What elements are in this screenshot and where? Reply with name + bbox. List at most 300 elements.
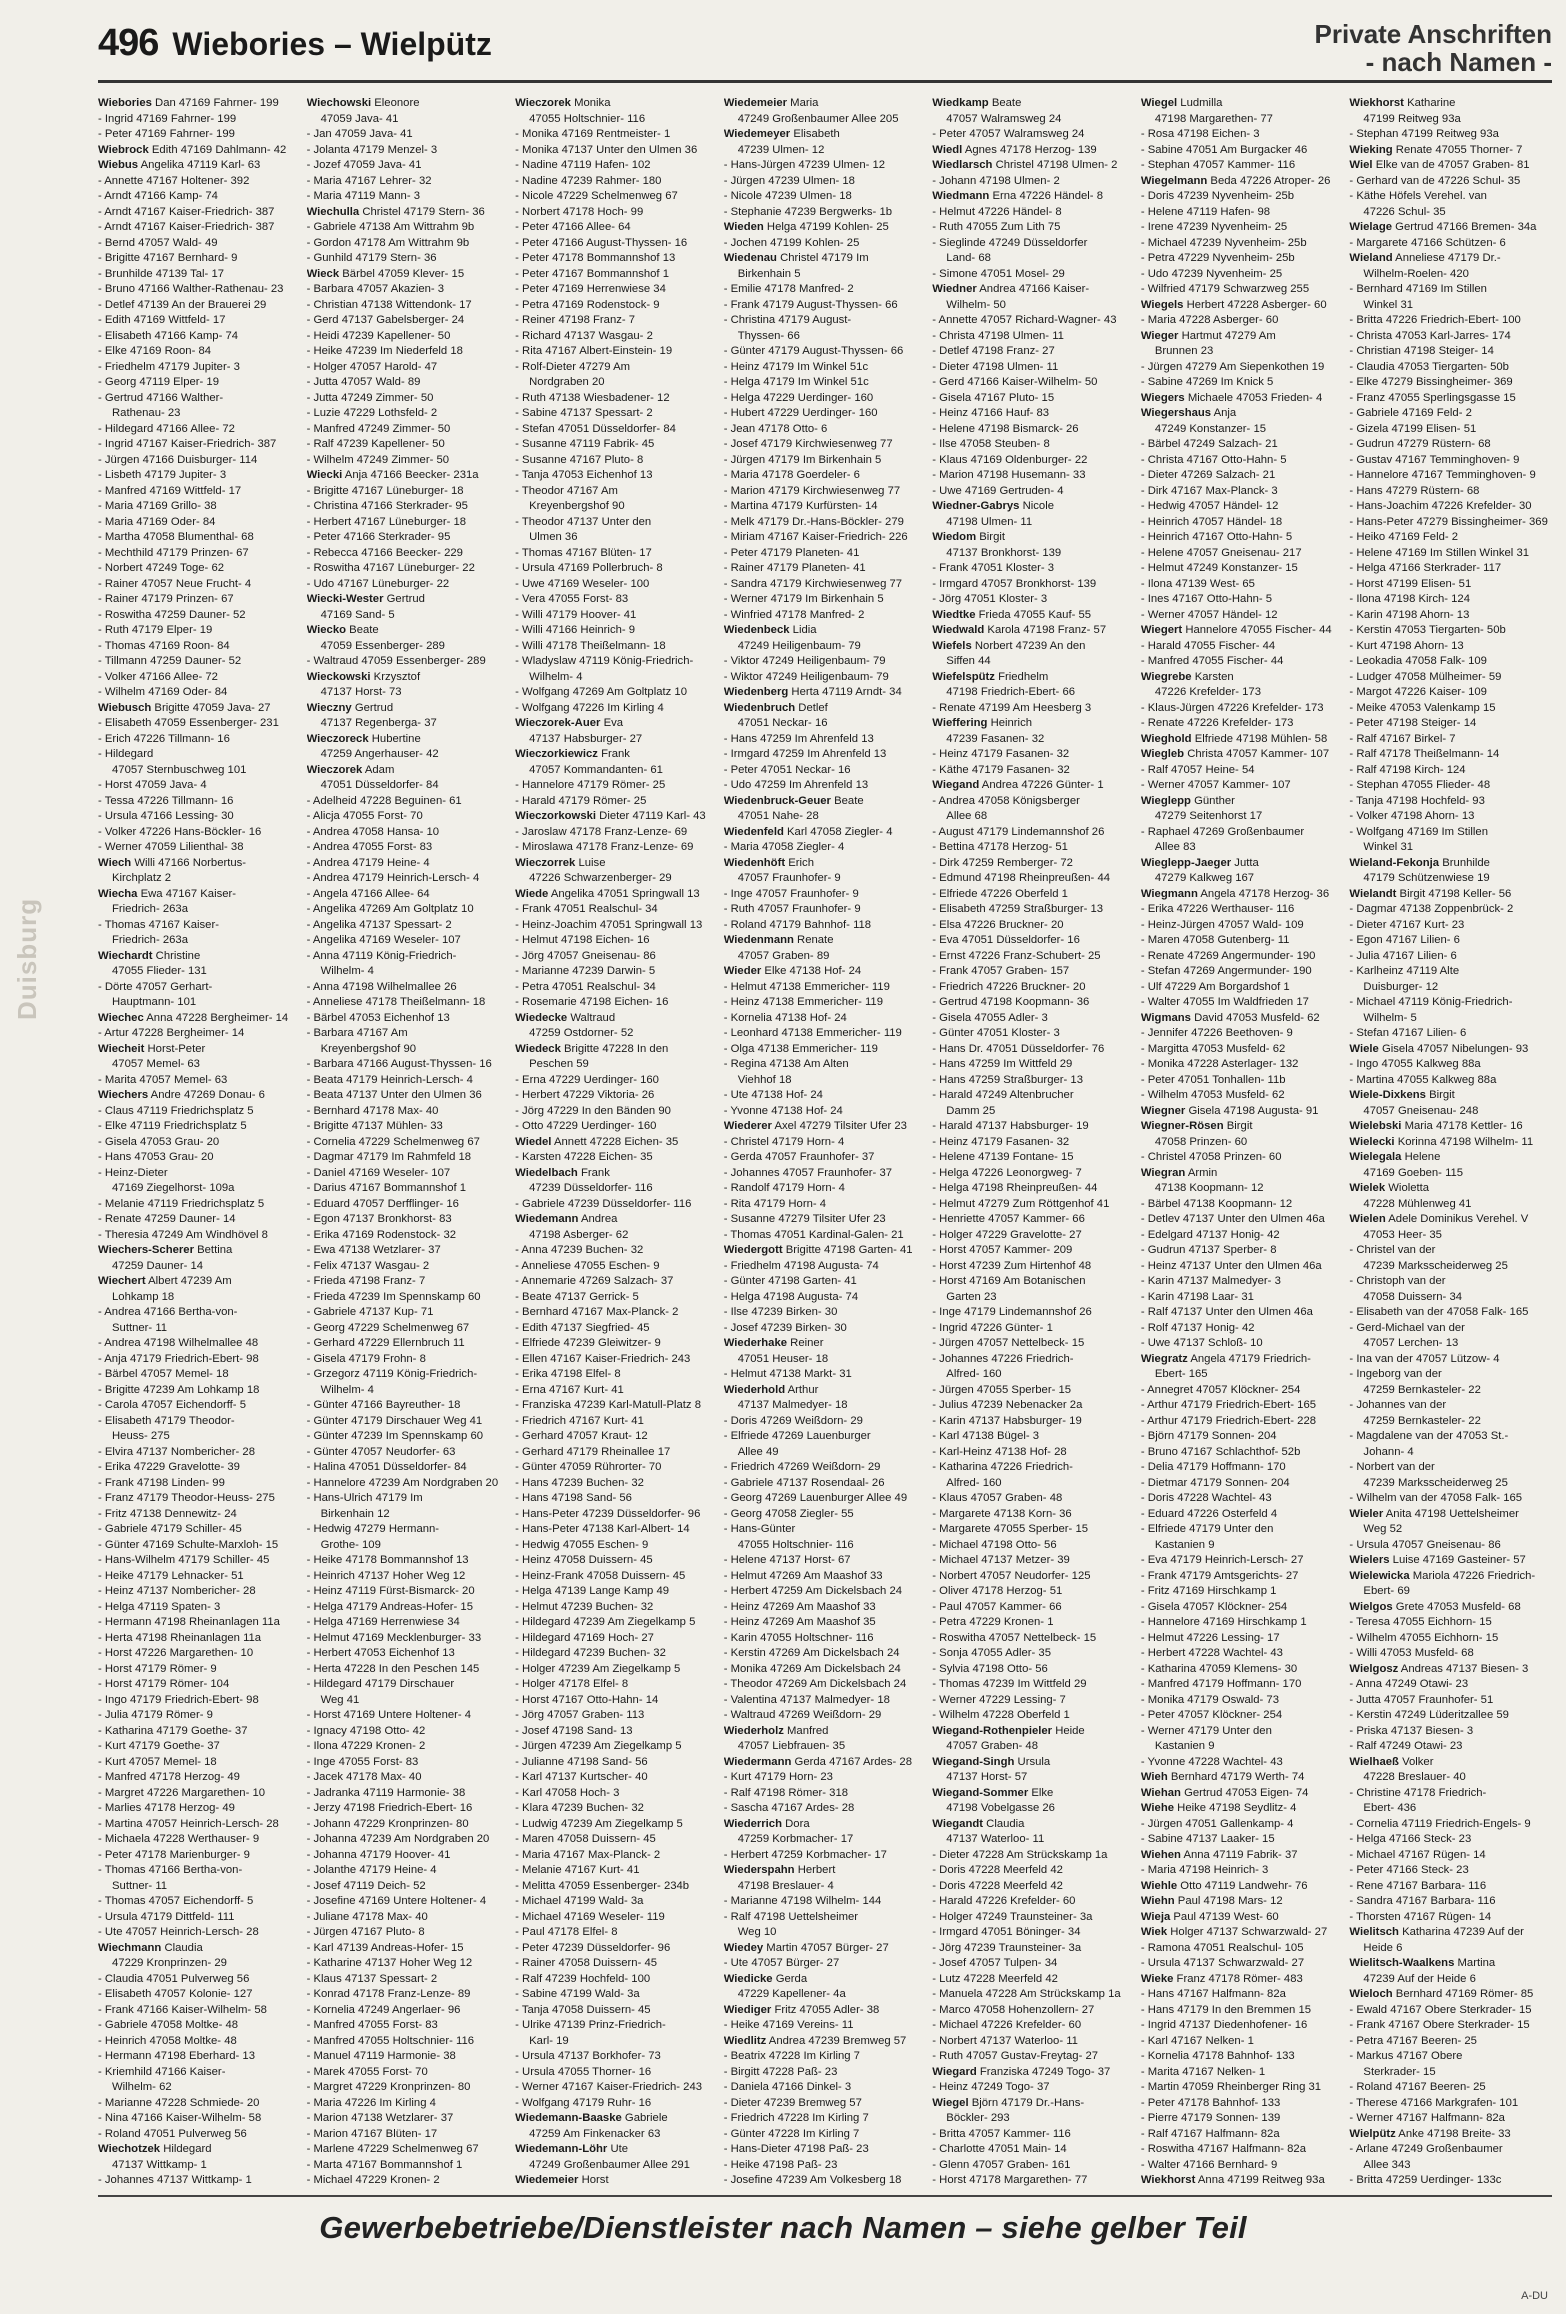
directory-entry — [724, 1708, 923, 1724]
entry-text: - Manuel 47119 Harmonie- 38 — [306, 2050, 456, 2062]
directory-entry — [515, 1042, 714, 1058]
directory-entry — [1349, 1460, 1548, 1476]
directory-entry — [932, 1677, 1131, 1693]
entry-text: - Beata 47137 Unter den Ulmen 36 — [306, 1089, 482, 1101]
entry-text: - Johannes 47226 Friedrich- — [932, 1352, 1074, 1365]
directory-entry — [1141, 205, 1340, 221]
directory-entry — [98, 2049, 297, 2065]
directory-entry — [98, 1321, 297, 1337]
entry-text: - Ursula 47055 Thorner- 16 — [515, 2065, 652, 2078]
entry-text: - Holger 47229 Gravelotte- 27 — [932, 1228, 1082, 1241]
directory-entry — [515, 1212, 714, 1228]
entry-text: - Hannelore 47169 Hirschkamp 1 — [1140, 1616, 1307, 1628]
entry-text: - Manfred 47055 Holtschnier- 116 — [306, 2034, 475, 2047]
directory-entry — [1141, 1057, 1340, 1073]
directory-entry — [1349, 375, 1548, 391]
directory-entry — [515, 623, 714, 639]
entry-text: - Tanja 47053 Eichenhof 13 — [515, 469, 653, 481]
directory-entry — [1141, 267, 1340, 283]
directory-entry — [307, 980, 506, 996]
directory-entry — [307, 189, 506, 205]
entry-text: 47259 Angerhauser- 42 — [320, 748, 439, 760]
directory-entry — [1349, 1739, 1548, 1755]
directory-entry — [1349, 468, 1548, 484]
entry-text: - Klara 47239 Buchen- 32 — [515, 1802, 644, 1814]
directory-entry — [307, 530, 506, 546]
directory-entry — [932, 1042, 1131, 1058]
entry-text: - Karsten 47228 Eichen- 35 — [515, 1151, 653, 1163]
directory-entry — [1349, 2173, 1548, 2188]
directory-entry — [98, 1972, 297, 1988]
directory-entry — [1141, 2127, 1340, 2143]
entry-text: - Doris 47269 Weißdorn- 29 — [723, 1414, 863, 1427]
directory-entry — [307, 2142, 506, 2158]
entry-text: - Horst 47179 Römer- 104 — [98, 1678, 230, 1690]
entry-text: - Günter 47057 Neudorfer- 63 — [306, 1445, 456, 1458]
directory-entry — [1141, 1615, 1340, 1631]
entry-text: - Gertrud 47198 Koopmann- 36 — [932, 996, 1090, 1008]
entry-text: Wioletta — [1388, 1182, 1430, 1194]
directory-entry — [515, 236, 714, 252]
entry-text: Horst — [581, 2174, 609, 2186]
directory-entry — [1349, 561, 1548, 577]
directory-entry — [1349, 1910, 1548, 1926]
directory-entry — [307, 1274, 506, 1290]
directory-entry — [98, 375, 297, 391]
entry-text: Dan 47169 Fahrner- 199 — [155, 97, 279, 109]
directory-entry — [98, 809, 297, 825]
entry-text: - Monika 47169 Rentmeister- 1 — [515, 128, 671, 140]
directory-entry — [307, 1305, 506, 1321]
directory-entry — [307, 1507, 506, 1523]
entry-text: - Rita 47167 Albert-Einstein- 19 — [515, 345, 673, 357]
entry-text: Viehhof 18 — [737, 1073, 792, 1086]
entry-text: Holger 47137 Schwarzwald- 27 — [1170, 1926, 1328, 1938]
directory-entry — [1349, 329, 1548, 345]
entry-text: Frank — [580, 1166, 610, 1179]
directory-entry — [724, 2080, 923, 2096]
entry-surname: Wiegershaus — [1140, 407, 1212, 419]
directory-entry — [515, 1135, 714, 1151]
entry-text: - Karin 47198 Laar- 31 — [1140, 1290, 1254, 1303]
entry-text: 47198 Ulmen- 11 — [946, 515, 1033, 528]
entry-text: - Helene 47198 Bismarck- 26 — [932, 422, 1079, 435]
entry-text: - Yvonne 47138 Hof- 24 — [723, 1104, 843, 1117]
page-number: 496 — [98, 22, 159, 64]
directory-entry — [724, 608, 923, 624]
entry-text: - Hermann 47198 Eberhard- 13 — [98, 2050, 255, 2062]
entry-text: Kirchplatz 2 — [112, 872, 172, 884]
entry-text: - Sabine 47269 Im Knick 5 — [1140, 376, 1274, 388]
entry-text: - Wilhelm 47249 Zimmer- 50 — [306, 453, 450, 466]
footer-rule — [98, 2195, 1552, 2197]
entry-text: - Uwe 47169 Gertruden- 4 — [932, 484, 1064, 497]
entry-text: - Hannelore 47179 Römer- 25 — [515, 779, 666, 791]
entry-text: - Heinz 47179 Im Winkel 51c — [723, 360, 869, 373]
directory-entry — [98, 561, 297, 577]
entry-text: - Jürgen 47279 Am Siepenkothen 19 — [1140, 360, 1325, 373]
entry-text: - Thorsten 47167 Rügen- 14 — [1349, 1910, 1492, 1923]
entry-text: - Norbert van der — [1349, 1461, 1435, 1473]
entry-text: - Angela 47166 Allee- 64 — [306, 887, 430, 900]
entry-text: - Harald 47137 Habsburger- 19 — [932, 1120, 1089, 1132]
entry-text: - Frank 47051 Kloster- 3 — [932, 562, 1055, 574]
entry-text: - Erika 47198 Elfel- 8 — [515, 1368, 621, 1380]
directory-entry — [98, 1166, 297, 1182]
directory-entry — [932, 143, 1131, 159]
directory-entry — [932, 313, 1131, 329]
entry-text: Weg 10 — [737, 1926, 777, 1938]
entry-text: - Jacek 47178 Max- 40 — [306, 1771, 422, 1783]
directory-entry — [1349, 1925, 1548, 1941]
entry-text: 47198 Asberger- 62 — [529, 1228, 629, 1241]
entry-text: - Norbert 47249 Toge- 62 — [98, 562, 225, 574]
directory-entry — [515, 1941, 714, 1957]
directory-entry — [307, 143, 506, 159]
directory-entry — [724, 515, 923, 531]
entry-text: - Leokadia 47058 Falk- 109 — [1349, 655, 1487, 667]
directory-entry — [307, 96, 506, 112]
directory-entry — [515, 1088, 714, 1104]
directory-entry — [98, 1476, 297, 1492]
entry-text: - Jürgen 47166 Duisburger- 114 — [98, 453, 258, 466]
directory-entry — [307, 1104, 506, 1120]
entry-text: - Hildegard 47166 Allee- 72 — [98, 422, 235, 435]
directory-entry — [98, 1662, 297, 1678]
directory-entry — [307, 1631, 506, 1647]
directory-entry — [1141, 1476, 1340, 1492]
directory-entry — [724, 670, 923, 686]
entry-surname: Wieger — [1140, 329, 1179, 342]
entry-text: - Josef 47239 Birken- 30 — [723, 1321, 847, 1334]
directory-entry — [307, 1941, 506, 1957]
entry-text: - Kerstin 47053 Tiergarten- 50b — [1349, 624, 1506, 636]
entry-text: - Doris 47228 Meerfeld 42 — [932, 1879, 1063, 1892]
entry-text: - Brigitte 47167 Lüneburger- 18 — [306, 484, 464, 497]
directory-entry — [515, 747, 714, 763]
directory-entry — [98, 1398, 297, 1414]
entry-text: Beate — [991, 97, 1022, 109]
entry-text: - Karlheinz 47119 Alte — [1349, 965, 1460, 977]
directory-entry — [1141, 2034, 1340, 2050]
directory-entry — [515, 2158, 714, 2174]
entry-text: - Michael 47239 Nyvenheim- 25b — [1140, 236, 1307, 249]
entry-surname: Wiel — [1349, 159, 1373, 171]
directory-entry — [98, 1817, 297, 1833]
directory-entry — [1349, 1817, 1548, 1833]
entry-text: - Ruth 47057 Gustav-Freytag- 27 — [932, 2050, 1099, 2062]
directory-entry — [1141, 329, 1340, 345]
entry-text: Gisela 47057 Nibelungen- 93 — [1381, 1042, 1529, 1055]
entry-text: - Holger 47178 Elfel- 8 — [515, 1678, 629, 1690]
entry-text: - Horst 47199 Elisen- 51 — [1349, 577, 1472, 590]
entry-text: - Karin 47055 Holtschner- 116 — [723, 1631, 874, 1644]
directory-entry — [724, 174, 923, 190]
directory-entry — [932, 236, 1131, 252]
directory-entry — [515, 670, 714, 686]
entry-text: - Ewa 47138 Wetzlarer- 37 — [306, 1244, 441, 1256]
directory-entry — [307, 577, 506, 593]
entry-surname: Wiedtke — [932, 608, 976, 621]
directory-entry — [98, 2111, 297, 2127]
directory-entry — [307, 608, 506, 624]
directory-entry — [932, 1414, 1131, 1430]
entry-text: - Gertrud 47166 Walther- — [98, 391, 224, 404]
entry-text: - Daniel 47169 Weseler- 107 — [306, 1166, 451, 1179]
entry-text: - Herbert 47228 Wachtel- 43 — [1140, 1647, 1283, 1659]
directory-entry — [1141, 546, 1340, 562]
entry-text: 47169 Sand- 5 — [320, 608, 395, 621]
entry-text: - Kurt 47198 Ahorn- 13 — [1349, 639, 1464, 652]
directory-entry — [1141, 344, 1340, 360]
entry-text: - Monika 47179 Oswald- 73 — [1140, 1693, 1279, 1706]
directory-entry — [932, 205, 1131, 221]
directory-entry — [932, 406, 1131, 422]
entry-text: - Stephan 47057 Kammer- 116 — [1140, 159, 1296, 171]
directory-entry — [724, 592, 923, 608]
entry-text: Angela 47178 Herzog- 36 — [1200, 887, 1330, 900]
entry-text: Karl 47058 Ziegler- 4 — [787, 825, 893, 838]
entry-text: - Jutta 47057 Fraunhofer- 51 — [1349, 1693, 1494, 1706]
entry-text: Martina — [1457, 1957, 1496, 1969]
entry-text: - Stefan 47167 Lilien- 6 — [1349, 1027, 1467, 1039]
entry-text: - Heinrich 47058 Moltke- 48 — [98, 2034, 237, 2047]
directory-entry — [724, 1026, 923, 1042]
directory-entry — [1141, 1367, 1340, 1383]
directory-entry — [515, 685, 714, 701]
entry-text: - Manfred 47179 Hoffmann- 170 — [1140, 1678, 1302, 1690]
entry-text: - Annette 47057 Richard-Wagner- 43 — [932, 314, 1117, 326]
entry-text: - Anneliese 47055 Eschen- 9 — [515, 1259, 660, 1272]
entry-text: - Bärbel 47053 Eichenhof 13 — [306, 1011, 450, 1024]
directory-entry — [1349, 654, 1548, 670]
entry-text: - Ralf 47178 Theißelmann- 14 — [1349, 748, 1500, 760]
directory-entry — [307, 778, 506, 794]
entry-text: - Ursula 47137 Schwarzwald- 27 — [1140, 1957, 1305, 1969]
entry-text: - Claudia 47051 Pulverweg 56 — [98, 1972, 250, 1985]
directory-entry — [932, 1228, 1131, 1244]
entry-text: Paul 47198 Mars- 12 — [1177, 1895, 1283, 1907]
directory-entry — [724, 406, 923, 422]
entry-text: Brigitte 47059 Java- 27 — [154, 701, 271, 714]
entry-surname: Wiedl — [932, 143, 963, 156]
directory-entry — [98, 499, 297, 515]
entry-text: - Dieter 47239 Bremweg 57 — [723, 2096, 862, 2109]
entry-text: - Tillmann 47259 Dauner- 52 — [98, 655, 242, 667]
entry-text: - Marion 47179 Kirchwiesenweg 77 — [723, 484, 901, 497]
entry-text: - Michael 47199 Wald- 3a — [515, 1895, 644, 1907]
directory-entry — [932, 1491, 1131, 1507]
directory-entry — [307, 1460, 506, 1476]
directory-entry — [515, 484, 714, 500]
entry-text: - Monika 47269 Am Dickelsbach 24 — [723, 1662, 901, 1675]
entry-text: - Ulrike 47139 Prinz-Friedrich- — [515, 2019, 666, 2031]
section-title-line2: - nach Namen - — [1365, 47, 1552, 77]
entry-surname: Wiechmann — [98, 1941, 162, 1954]
entry-text: - Heike 47239 Im Niederfeld 18 — [306, 345, 463, 357]
directory-entry — [1141, 670, 1340, 686]
directory-entry — [98, 856, 297, 872]
entry-surname: Wiederer — [723, 1120, 772, 1132]
entry-surname: Wiedemeier — [515, 2174, 579, 2186]
directory-entry — [307, 592, 506, 608]
entry-text: - Maria 47169 Grillo- 38 — [98, 500, 217, 512]
directory-entry — [932, 1088, 1131, 1104]
directory-entry — [1141, 1755, 1340, 1771]
entry-text: - Herta 47228 In den Peschen 145 — [306, 1662, 480, 1675]
entry-text: Anja — [1213, 407, 1237, 419]
directory-entry — [1141, 189, 1340, 205]
directory-entry — [1141, 1212, 1340, 1228]
entry-text: Friedhelm — [998, 670, 1049, 683]
directory-entry — [1141, 1243, 1340, 1259]
directory-entry — [724, 96, 923, 112]
directory-entry — [307, 1414, 506, 1430]
entry-text: - Rainer 47179 Planeten- 41 — [723, 562, 866, 574]
entry-text: - Josef 47198 Sand- 13 — [515, 1724, 633, 1737]
entry-text: - Elfriede 47179 Unter den — [1140, 1523, 1274, 1535]
directory-entry — [307, 1522, 506, 1538]
directory-entry — [515, 1615, 714, 1631]
directory-entry — [307, 453, 506, 469]
directory-entry — [1349, 1894, 1548, 1910]
directory-entry — [1349, 1863, 1548, 1879]
entry-text: - Kerstin 47249 Lüderitzallee 59 — [1349, 1709, 1509, 1721]
directory-entry — [1349, 96, 1548, 112]
directory-entry — [1349, 1941, 1548, 1957]
directory-entry — [932, 375, 1131, 391]
entry-text: Weg 52 — [1363, 1523, 1403, 1535]
directory-entry — [307, 995, 506, 1011]
entry-text: - Norbert 47178 Hoch- 99 — [515, 205, 644, 218]
entry-surname: Wieja — [1140, 1910, 1171, 1923]
directory-entry — [307, 701, 506, 717]
entry-text: - Thomas 47167 Kaiser- — [98, 918, 219, 931]
entry-text: - Helga 47229 Uerdinger- 160 — [723, 391, 874, 404]
entry-text: - Ilse 47058 Steuben- 8 — [932, 438, 1050, 450]
entry-text: - Irene 47239 Nyvenheim- 25 — [1140, 221, 1288, 233]
entry-text: - Heike 47178 Bommannshof 13 — [306, 1554, 469, 1566]
entry-text: - Elisabeth 47259 Straßburger- 13 — [932, 903, 1104, 915]
directory-entry — [932, 608, 1131, 624]
directory-entry — [1349, 1569, 1548, 1585]
directory-entry — [1141, 918, 1340, 934]
entry-text: - Miriam 47167 Kaiser-Friedrich- 226 — [723, 531, 908, 543]
entry-text: 47137 Waterloo- 11 — [946, 1833, 1045, 1845]
entry-text: - Peter 47169 Herrenwiese 34 — [515, 283, 666, 295]
entry-text: - Edmund 47198 Rheinpreußen- 44 — [932, 872, 1111, 884]
entry-text: 47057 Graben- 89 — [737, 949, 830, 962]
entry-text: Gisela 47198 Augusta- 91 — [1188, 1104, 1319, 1117]
entry-text: Detlef — [798, 701, 828, 714]
directory-entry — [1141, 1817, 1340, 1833]
directory-entry — [932, 360, 1131, 376]
directory-entry — [1141, 2158, 1340, 2174]
directory-entry — [1141, 1956, 1340, 1972]
entry-text: Garten 23 — [946, 1290, 997, 1303]
entry-text: - Heinz 47269 Am Maashof 33 — [723, 1600, 876, 1613]
entry-text: Wilhelm- 62 — [112, 2081, 172, 2093]
directory-entry — [515, 267, 714, 283]
directory-entry — [1141, 1119, 1340, 1135]
directory-entry — [307, 236, 506, 252]
directory-entry — [1349, 1352, 1548, 1368]
entry-text: - Jerzy 47198 Friedrich-Ebert- 16 — [306, 1802, 473, 1814]
directory-entry — [307, 112, 506, 128]
entry-text: - Andrea 47058 Hansa- 10 — [306, 825, 440, 838]
entry-text: - Heinz 47138 Emmericher- 119 — [723, 996, 883, 1008]
entry-text: 47198 Friedrich-Ebert- 66 — [946, 686, 1076, 698]
directory-entry — [1141, 1693, 1340, 1709]
entry-text: - Sabine 47137 Laaker- 15 — [1140, 1833, 1275, 1845]
entry-text: - Marlene 47229 Schelmenweg 67 — [306, 2143, 479, 2155]
directory-entry — [724, 1724, 923, 1740]
directory-entry — [1349, 1553, 1548, 1569]
directory-entry — [932, 1662, 1131, 1678]
entry-text: - Ruth 47057 Fraunhofer- 9 — [723, 903, 861, 915]
entry-text: - Eva 47179 Heinrich-Lersch- 27 — [1140, 1554, 1304, 1566]
entry-text: 47199 Reitweg 93a — [1363, 112, 1461, 125]
entry-text: - Rainer 47058 Duissern- 45 — [515, 1957, 658, 1969]
entry-text: - Heinz-Frank 47058 Duissern- 45 — [515, 1569, 686, 1582]
entry-text: Franz 47178 Römer- 483 — [1176, 1972, 1303, 1985]
directory-entry — [1141, 1987, 1340, 2003]
entry-text: - Hans-Jürgen 47239 Ulmen- 12 — [723, 159, 886, 171]
entry-text: - Jolanthe 47179 Heine- 4 — [306, 1864, 437, 1876]
directory-entry — [98, 1910, 297, 1926]
directory-entry — [98, 1243, 297, 1259]
directory-entry — [307, 1693, 506, 1709]
entry-text: - Jutta 47057 Wald- 89 — [306, 376, 421, 388]
entry-text: - Heinz 47166 Hauf- 83 — [932, 407, 1050, 419]
directory-entry — [932, 964, 1131, 980]
entry-text: - Anneliese 47178 Theißelmann- 18 — [306, 996, 486, 1008]
entry-surname: Wieking — [1349, 143, 1393, 156]
directory-entry — [307, 1352, 506, 1368]
directory-entry — [1349, 437, 1548, 453]
entry-text: Otto 47119 Landwehr- 76 — [1180, 1879, 1308, 1892]
entry-text: Beate — [349, 624, 379, 636]
directory-entry — [1349, 1476, 1548, 1492]
entry-text: Jutta — [1234, 856, 1259, 869]
entry-surname: Wiegard — [932, 2065, 977, 2078]
directory-entry — [1141, 1507, 1340, 1523]
entry-text: - Adelheid 47228 Beguinen- 61 — [306, 794, 462, 807]
entry-text: Karola 47198 Franz- 57 — [987, 624, 1107, 636]
entry-text: - Heidi 47239 Kapellener- 50 — [306, 329, 451, 342]
directory-entry — [724, 1646, 923, 1662]
entry-text: - Brunhilde 47139 Tal- 17 — [98, 267, 225, 280]
directory-entry — [307, 391, 506, 407]
entry-surname: Wiebrock — [98, 143, 149, 156]
directory-entry — [1349, 127, 1548, 143]
entry-text: - Maria 47169 Oder- 84 — [98, 515, 216, 528]
directory-entry — [932, 1197, 1131, 1213]
directory-entry — [1141, 1383, 1340, 1399]
entry-text: - Thomas 47166 Bertha-von- — [98, 1864, 243, 1876]
entry-text: Andre 47269 Donau- 6 — [150, 1089, 265, 1101]
directory-entry — [1141, 1336, 1340, 1352]
entry-surname: Wiedom — [932, 531, 977, 543]
directory-entry — [98, 2065, 297, 2081]
directory-entry — [1141, 1894, 1340, 1910]
entry-surname: Wiegmann — [1140, 887, 1198, 900]
directory-entry — [1141, 701, 1340, 717]
directory-entry — [1349, 716, 1548, 732]
entry-text: - Helmut 47226 Lessing- 17 — [1140, 1631, 1280, 1644]
directory-entry — [307, 2034, 506, 2050]
entry-text: - Marlies 47178 Herzog- 49 — [98, 1802, 235, 1814]
